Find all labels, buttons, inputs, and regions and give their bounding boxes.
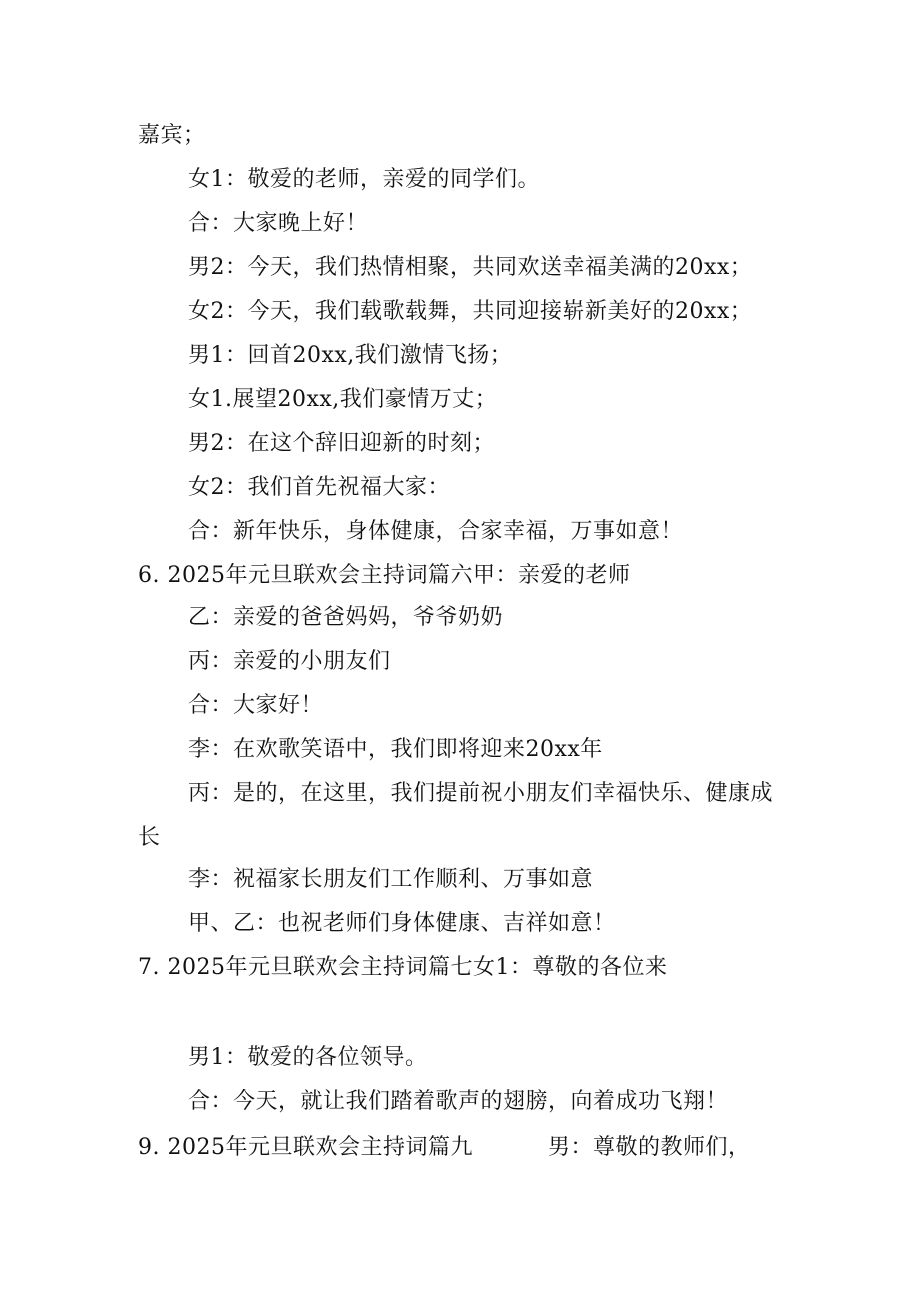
- text-line: 丙：亲爱的小朋友们: [188, 649, 391, 674]
- text-line: 男2：今天，我们热情相聚，共同欢送幸福美满的20xx；: [188, 255, 753, 280]
- text-line: 男1：回首20xx,我们激情飞扬；: [188, 343, 513, 368]
- text-line: 女1：敬爱的老师，亲爱的同学们。: [188, 167, 540, 192]
- text-line: 女2：我们首先祝福大家：: [188, 475, 450, 500]
- section-heading: 9. 2025年元旦联欢会主持词篇九: [138, 1135, 473, 1160]
- text-line: 女1.展望20xx,我们豪情万丈；: [188, 387, 498, 412]
- text-line: 合：大家晚上好！: [188, 211, 369, 236]
- section-heading: 6. 2025年元旦联欢会主持词篇六甲：亲爱的老师: [138, 563, 631, 588]
- text-line: 合：大家好！: [188, 693, 324, 718]
- text-line: 甲、乙：也祝老师们身体健康、吉祥如意！: [188, 911, 616, 936]
- text-line: 丙：是的，在这里，我们提前祝小朋友们幸福快乐、健康成: [188, 781, 774, 806]
- text-line-continuation: 长: [138, 825, 161, 850]
- text-line: 乙：亲爱的爸爸妈妈，爷爷奶奶: [188, 605, 504, 630]
- section-heading: 7. 2025年元旦联欢会主持词篇七女1：尊敬的各位来: [138, 955, 668, 980]
- text-line: 男2：在这个辞旧迎新的时刻；: [188, 431, 495, 456]
- text-line: 嘉宾；: [138, 123, 206, 148]
- text-line: 李：祝福家长朋友们工作顺利、万事如意: [188, 867, 594, 892]
- text-line: 男1：敬爱的各位领导。: [188, 1045, 428, 1070]
- text-line: 男：尊敬的教师们，: [548, 1135, 751, 1160]
- text-line: 合：新年快乐，身体健康，合家幸福，万事如意！: [188, 519, 684, 544]
- text-line: 李：在欢歌笑语中，我们即将迎来20xx年: [188, 737, 603, 762]
- text-line: 合：今天，就让我们踏着歌声的翅膀，向着成功飞翔！: [188, 1089, 729, 1114]
- text-line: 女2：今天，我们载歌载舞，共同迎接崭新美好的20xx；: [188, 299, 753, 324]
